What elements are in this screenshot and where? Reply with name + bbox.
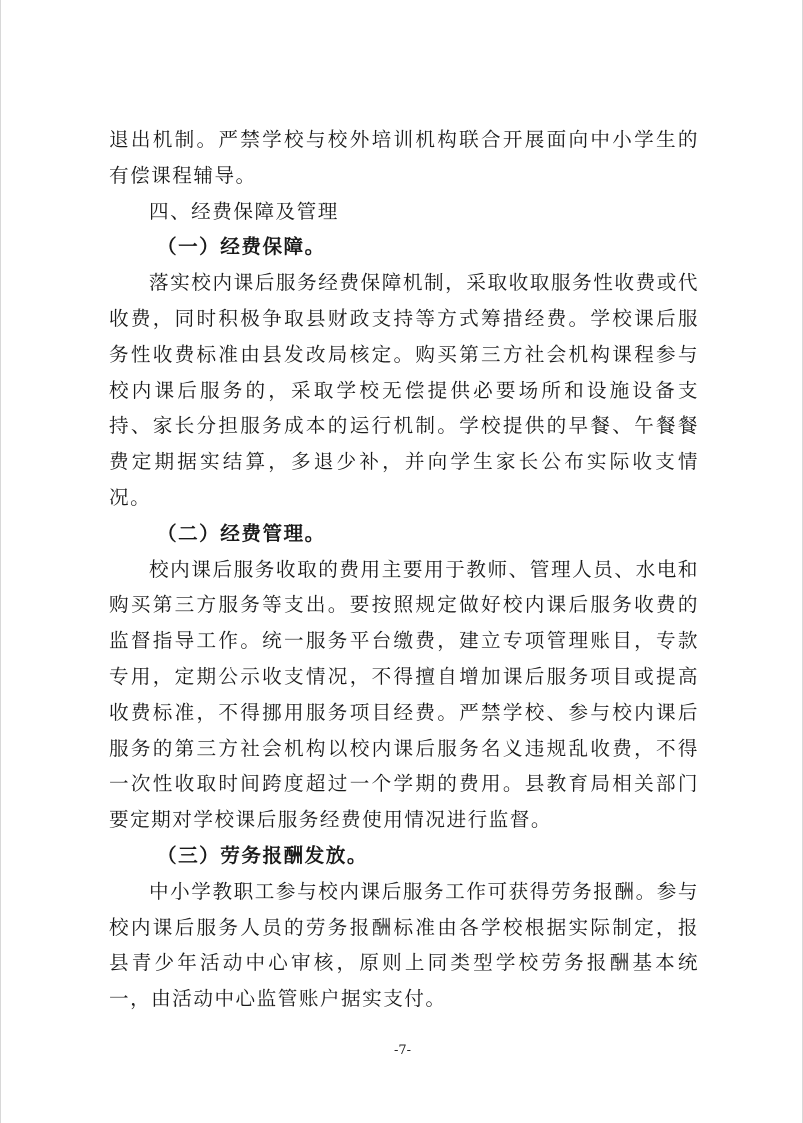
paragraph-continued: 退出机制。严禁学校与校外培训机构联合开展面向中小学生的有偿课程辅导。: [109, 128, 699, 187]
paragraph-funding-management: 校内课后服务收取的费用主要用于教师、管理人员、水电和购买第三方服务等支出。要按照规定做好校内课后服务收费的监督指导工作。统一服务平台缴费，建立专项管理账目，专款专用，定期公示收支情况，不得擅自增加课后服务项目或提高收费标准，不得挪用服务项目经费。严禁学校、参与校内课后服务的第三方社会机构以校内课后服务名义违规乱收费，不得一次性收取时间跨度超过一个学期的费用。县教育局相关部门要定期对学校课后服务经费使用情况进行监督。: [109, 557, 699, 832]
subsection-heading-3: （三）劳务报酬发放。: [157, 843, 368, 867]
subsection-heading-1: （一）经费保障。: [157, 235, 326, 259]
page-number: -7-: [393, 1043, 412, 1058]
subsection-heading-2: （二）经费管理。: [157, 521, 326, 545]
document-body: [109, 122, 699, 1017]
paragraph-labor-remuneration: 中小学教职工参与校内课后服务工作可获得劳务报酬。参与校内课后服务人员的劳务报酬标准由各学校根据实际制定，报县青少年活动中心审核，原则上同类型学校劳务报酬基本统一，由活动中心监管账户据实支付。: [109, 879, 699, 1011]
section-heading-4: 四、经费保障及管理: [149, 199, 339, 223]
paragraph-funding-guarantee: 落实校内课后服务经费保障机制，采取收取服务性收费或代收费，同时积极争取县财政支持等方式筹措经费。学校课后服务性收费标准由县发改局核定。购买第三方社会机构课程参与校内课后服务的，采取学校无偿提供必要场所和设施设备支持、家长分担服务成本的运行机制。学校提供的早餐、午餐餐费定期据实结算，多退少补，并向学生家长公布实际收支情况。: [109, 271, 699, 509]
